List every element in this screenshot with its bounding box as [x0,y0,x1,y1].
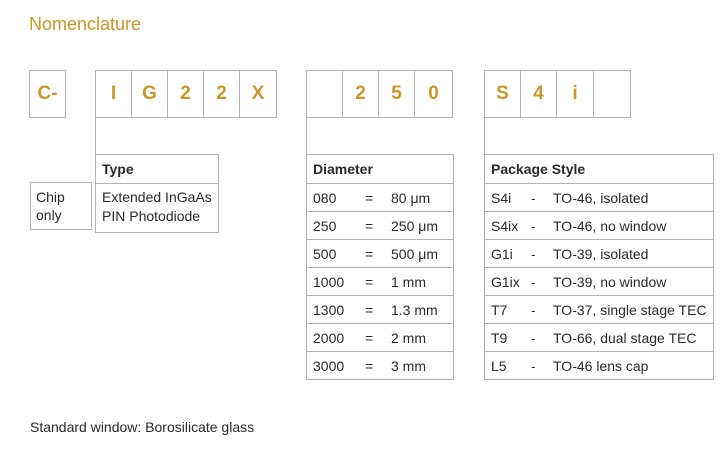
diameter-code: 3000 [313,357,345,374]
code-box-diameter-3: 0 [414,70,453,118]
diameter-code: 1000 [313,273,345,290]
package-dash: - [531,245,536,262]
package-desc: TO-37, single stage TEC [553,301,707,318]
diameter-table [306,154,454,380]
type-description [96,184,219,233]
connector-diameter [306,118,307,154]
type-table [95,154,219,233]
chip-only-label [30,182,92,230]
diameter-row [307,296,454,324]
package-row-cell [485,240,714,268]
package-desc: TO-46, no window [553,217,667,234]
diameter-value: 80 μm [391,189,431,206]
code-box-diameter-blank [306,70,343,118]
package-code: S4ix [491,217,519,234]
package-dash: - [531,301,536,318]
diameter-row-cell [307,212,454,240]
footer-note: Standard window: Borosilicate glass [30,419,255,435]
diameter-equals: = [365,357,374,374]
package-code: T9 [491,329,508,346]
code-box-diameter-2: 5 [378,70,415,118]
package-dash: - [531,273,536,290]
code-box-chip-type-4: 2 [203,70,240,118]
connector-package [484,118,485,154]
diameter-row-cell [307,184,454,212]
package-row-cell [485,296,714,324]
package-desc: TO-46, isolated [553,189,649,206]
diameter-value: 250 μm [391,217,438,234]
chip-only-line1: Chip [36,189,65,205]
diameter-row-cell [307,352,454,380]
diameter-code: 080 [313,189,337,206]
diameter-value: 2 mm [391,329,426,346]
package-code: G1ix [491,273,520,290]
package-row [485,184,714,212]
diameter-row [307,184,454,212]
diameter-equals: = [365,245,374,262]
diameter-row-cell [307,268,454,296]
package-desc: TO-66, dual stage TEC [553,329,697,346]
package-dash: - [531,217,536,234]
chip-only-line2: only [36,207,62,223]
page-title: Nomenclature [29,14,142,34]
connector-type [95,118,96,154]
diameter-row-cell [307,296,454,324]
code-box-chip-type-5: X [239,70,277,118]
diameter-equals: = [365,189,374,206]
code-box-package-3: i [556,70,594,118]
diameter-code: 500 [313,245,337,262]
package-row-cell [485,324,714,352]
package-dash: - [531,357,536,374]
package-code: G1i [491,245,513,262]
diameter-equals: = [365,301,374,318]
diameter-value: 1 mm [391,273,426,290]
package-dash: - [531,189,536,206]
diameter-equals: = [365,217,374,234]
type-line1: Extended InGaAs [102,189,212,205]
diameter-equals: = [365,329,374,346]
code-box-chip-type-1: I [95,70,132,118]
code-box-package-1: S [484,70,521,118]
package-row-cell [485,268,714,296]
diameter-equals: = [365,273,374,290]
diameter-row-cell [307,324,454,352]
diameter-row [307,352,454,380]
package-code: T7 [491,301,508,318]
code-box-chip-type-3: 2 [167,70,204,118]
package-row-cell [485,184,714,212]
diameter-row [307,324,454,352]
package-row [485,324,714,352]
type-line2: PIN Photodiode [102,208,201,224]
diameter-code: 2000 [313,329,345,346]
package-row-cell [485,212,714,240]
package-dash: - [531,329,536,346]
code-box-package-2: 4 [520,70,557,118]
package-desc: TO-39, isolated [553,245,649,262]
package-code: L5 [491,357,507,374]
package-desc: TO-39, no window [553,273,667,290]
package-row [485,352,714,380]
type-header: Type [96,155,219,184]
package-row [485,240,714,268]
code-box-prefix: C- [29,70,66,118]
package-row [485,296,714,324]
diameter-value: 1.3 mm [391,301,438,318]
diameter-row [307,240,454,268]
code-box-diameter-1: 2 [342,70,379,118]
package-header: Package Style [485,155,714,184]
code-box-package-blank [593,70,631,118]
diameter-value: 500 μm [391,245,438,262]
diameter-code: 1300 [313,301,345,318]
package-table [484,154,714,380]
diameter-header: Diameter [307,155,454,184]
code-box-chip-type-2: G [131,70,168,118]
package-row [485,268,714,296]
package-row-cell [485,352,714,380]
package-desc: TO-46 lens cap [553,357,649,374]
diameter-value: 3 mm [391,357,426,374]
package-row [485,212,714,240]
diameter-row-cell [307,240,454,268]
package-code: S4i [491,189,512,206]
diameter-row [307,268,454,296]
diameter-code: 250 [313,217,337,234]
diameter-row [307,212,454,240]
